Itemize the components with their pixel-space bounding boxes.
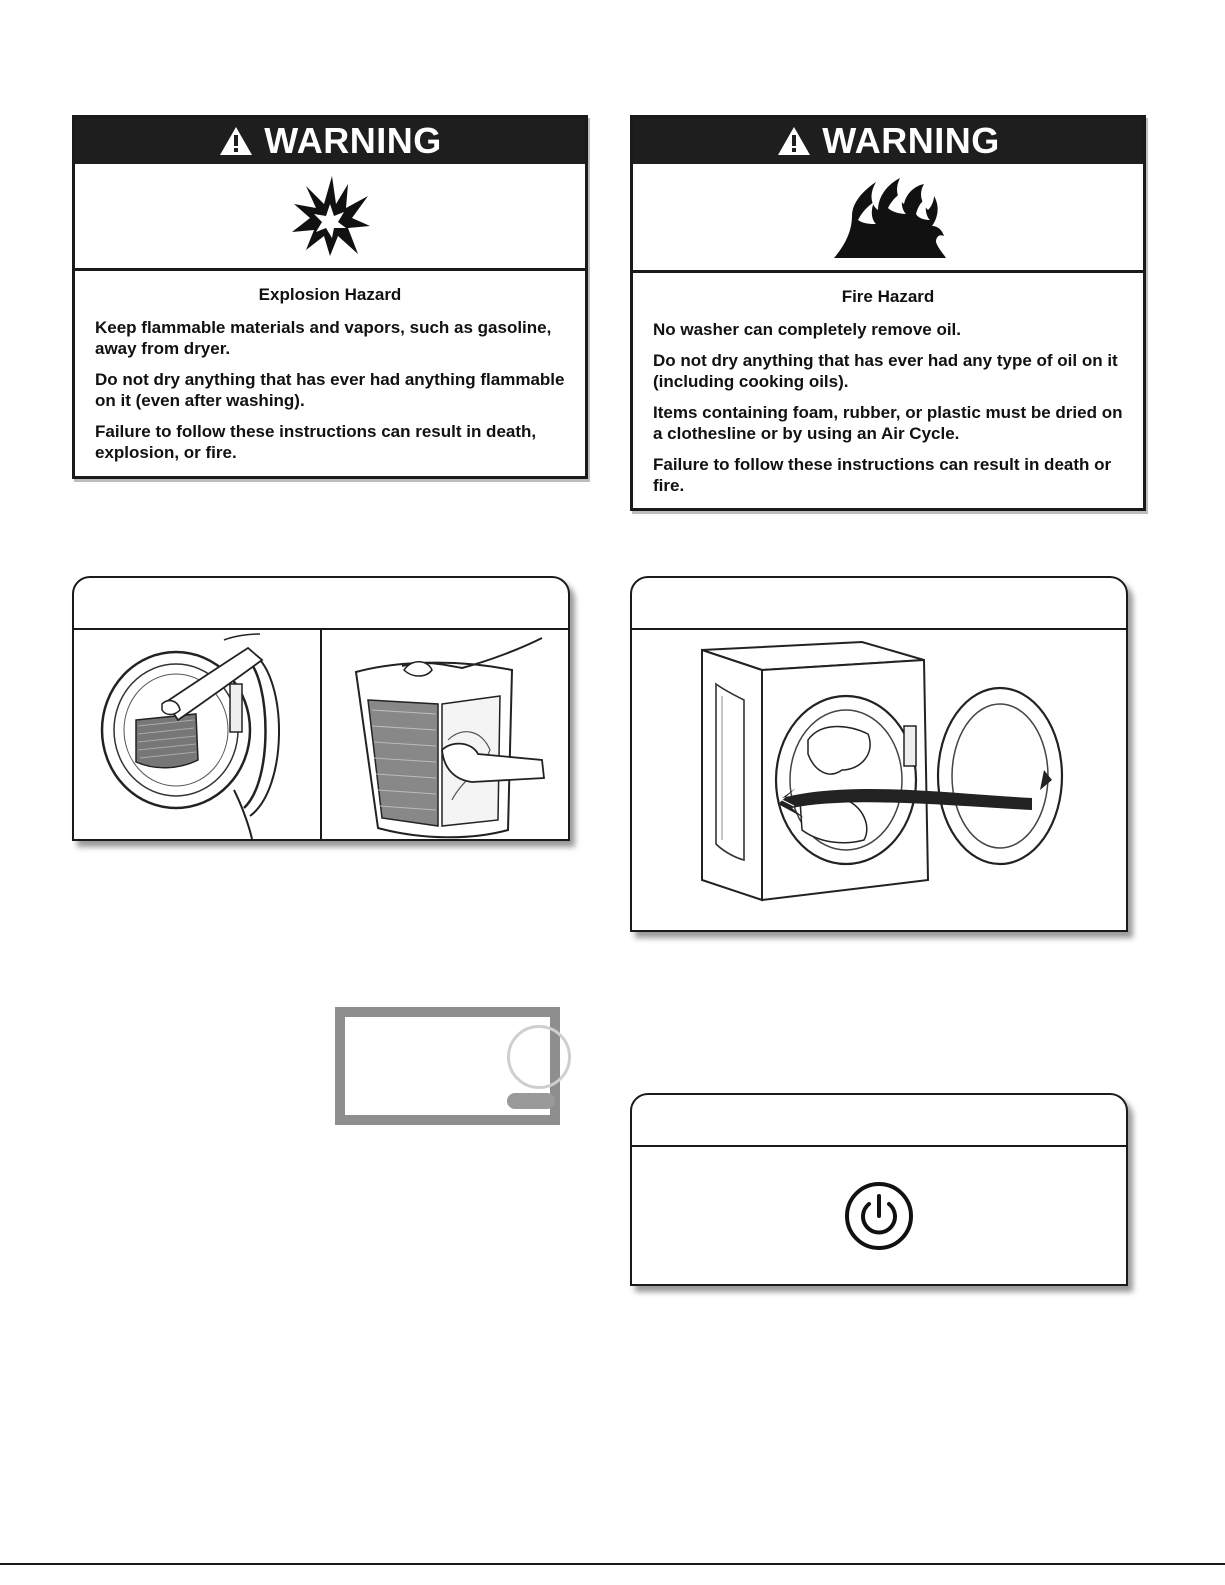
display-indicator [507, 1093, 555, 1109]
panel-body [74, 630, 568, 839]
explosion-icon [288, 174, 372, 258]
warning-line: Failure to follow these instructions can result in death, explosion, or fire. [95, 422, 537, 462]
alert-triangle-icon [776, 125, 812, 157]
load-dryer-illustration [632, 630, 1126, 930]
hazard-title: Fire Hazard [841, 287, 935, 306]
warning-line: No washer can completely remove oil. [653, 320, 962, 339]
warning-body [633, 273, 1143, 510]
dial-icon [507, 1025, 571, 1089]
warning-title: WARNING [264, 120, 442, 161]
panel-header [632, 578, 1126, 630]
warning-body [75, 271, 585, 477]
control-panel-graphic [335, 1007, 560, 1125]
flame-icon [828, 172, 948, 262]
panel-header [632, 1095, 1126, 1147]
footer-rule [0, 1563, 1225, 1565]
lint-screen-remove-illustration [74, 630, 320, 839]
warning-line: Keep flammable materials and vapors, such as gasoline, away from dryer. [95, 318, 552, 358]
explosion-hazard-warning [72, 115, 588, 479]
alert-triangle-icon [218, 125, 254, 157]
hazard-title: Explosion Hazard [258, 285, 402, 304]
lint-screen-clean-illustration [322, 630, 570, 839]
warning-line: Do not dry anything that has ever had any type of oil on it (including cooking oils). [653, 351, 1118, 391]
load-dryer-panel [630, 576, 1128, 932]
lint-screen-panel [72, 576, 570, 841]
pictogram-area [633, 164, 1143, 273]
warning-line: Failure to follow these instructions can result in death or fire. [653, 455, 1112, 495]
power-button-panel [630, 1093, 1128, 1286]
power-icon[interactable] [843, 1180, 915, 1252]
panel-body [632, 630, 1126, 930]
warning-title: WARNING [822, 120, 1000, 161]
panel-body [632, 1147, 1126, 1284]
warning-line: Do not dry anything that has ever had anything flammable on it (even after washing). [95, 370, 565, 410]
warning-header [633, 118, 1143, 164]
pictogram-area [75, 164, 585, 271]
fire-hazard-warning [630, 115, 1146, 511]
panel-header [74, 578, 568, 630]
warning-line: Items containing foam, rubber, or plastic must be dried on a clothesline or by using an Air Cycle. [653, 403, 1123, 443]
warning-header [75, 118, 585, 164]
